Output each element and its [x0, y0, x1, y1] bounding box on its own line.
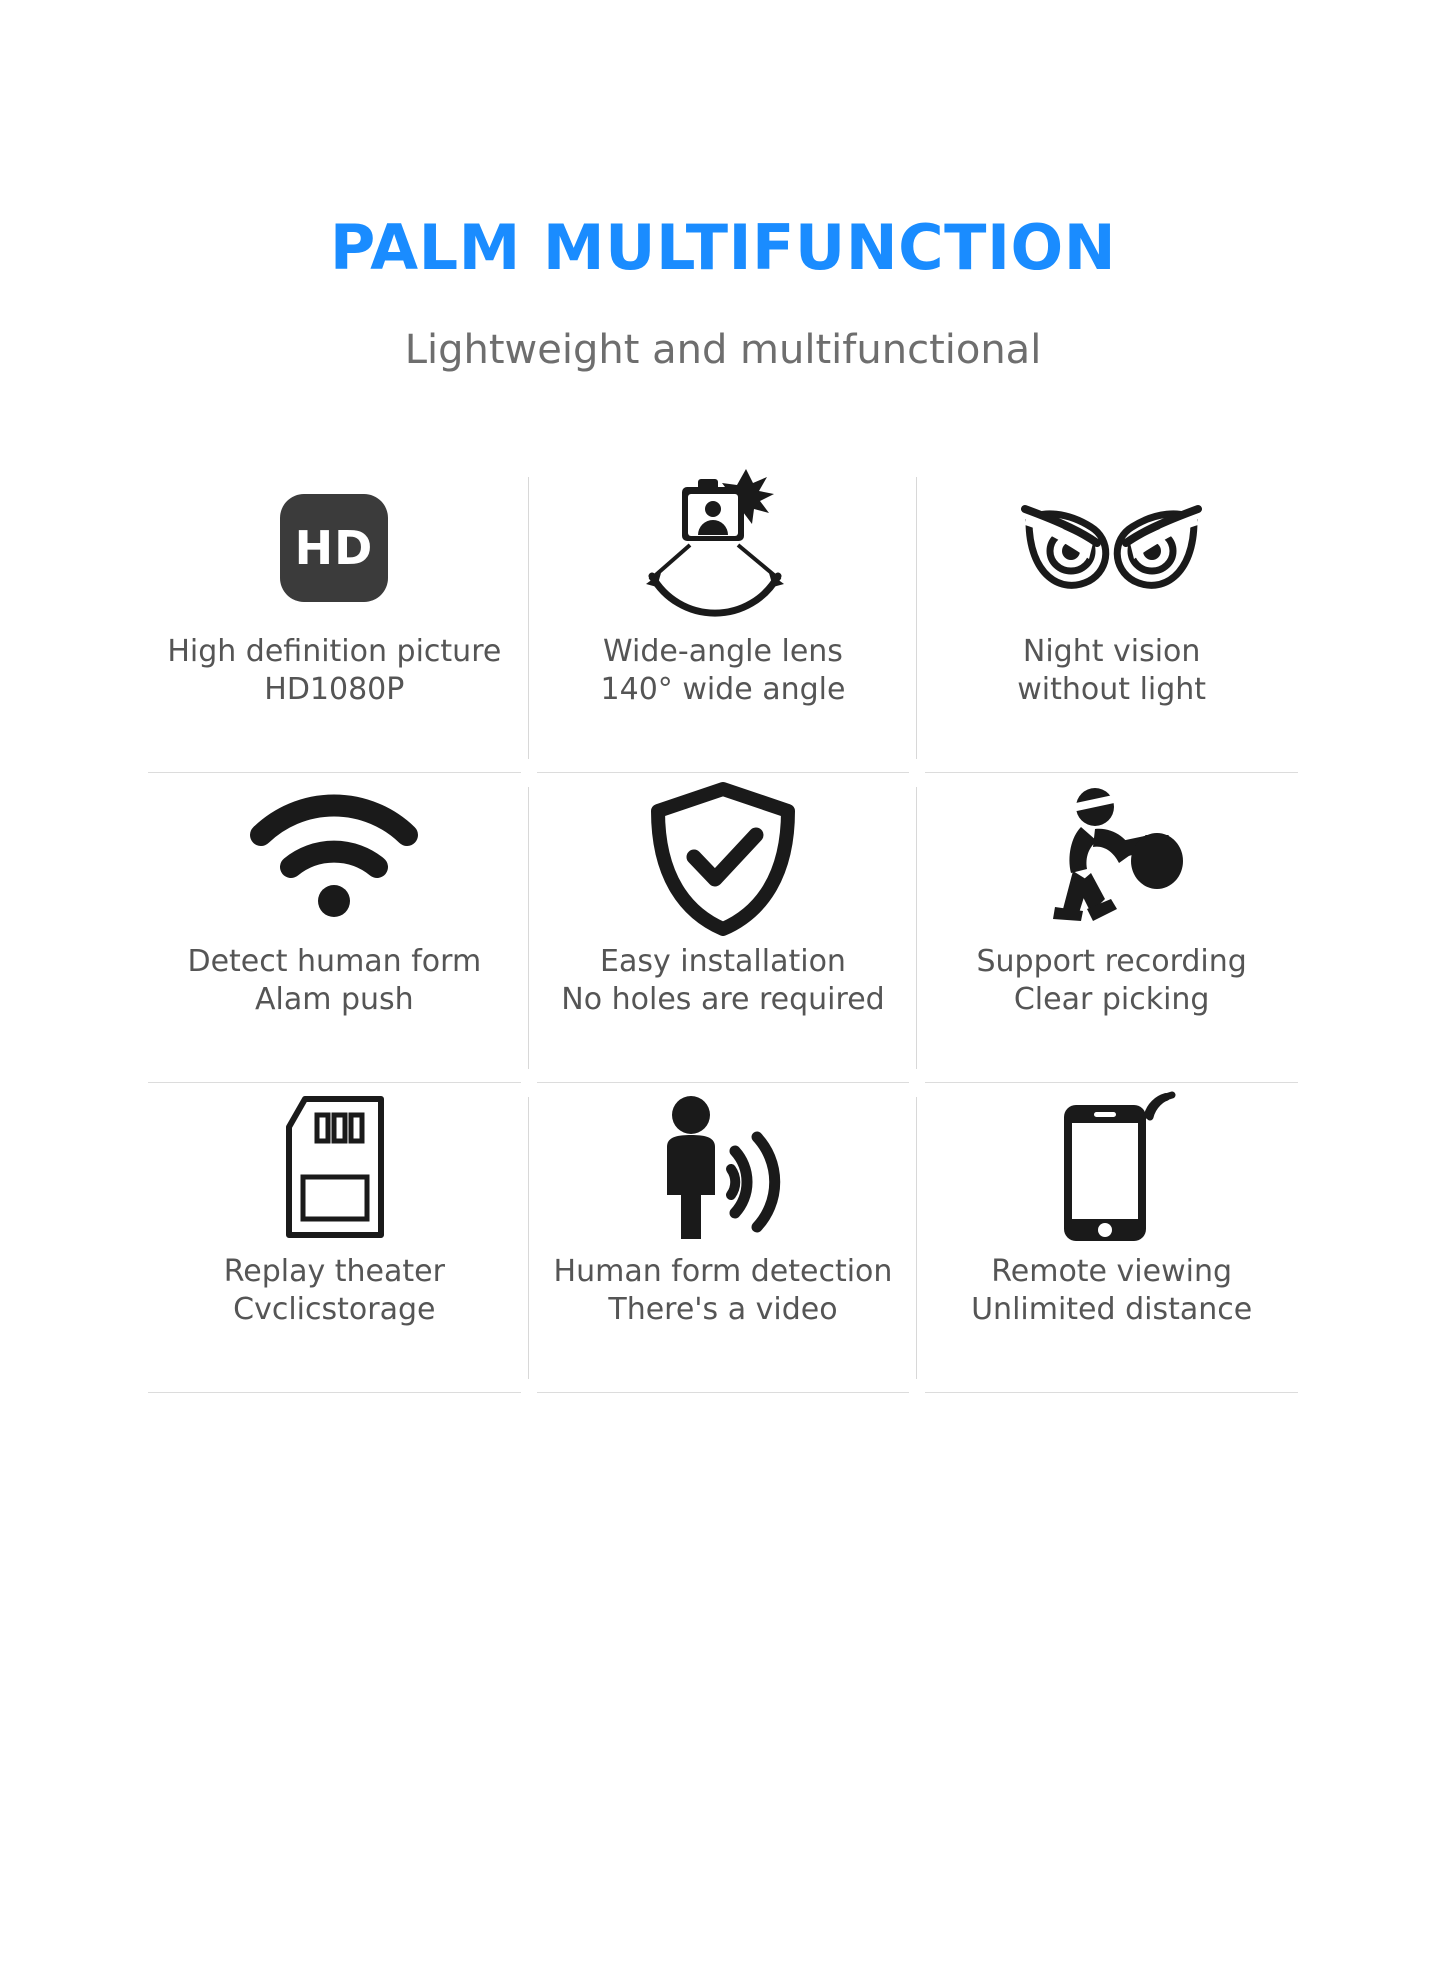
feature-item	[917, 773, 1306, 1083]
feature-line-1: Night vision	[1022, 634, 1201, 670]
feature-item	[529, 773, 918, 1083]
feature-line-1: Remote viewing	[991, 1254, 1233, 1290]
smartphone-signal-icon	[1042, 1083, 1182, 1253]
feature-line-1: Replay theater	[223, 1254, 445, 1290]
feature-caption	[554, 1253, 893, 1329]
feature-caption	[976, 943, 1246, 1019]
feature-line-1: Easy installation	[600, 944, 846, 980]
shield-check-icon	[648, 773, 798, 943]
feature-item	[140, 773, 529, 1083]
human-detection-icon	[643, 1083, 803, 1253]
wide-angle-camera-icon	[630, 463, 815, 633]
feature-line-1: Wide-angle lens	[603, 634, 843, 670]
feature-line-1: Detect human form	[187, 944, 482, 980]
feature-caption	[601, 633, 846, 709]
feature-line-2: HD1080P	[264, 672, 405, 708]
feature-grid	[140, 463, 1306, 1393]
wifi-icon	[249, 773, 419, 943]
feature-line-2: without light	[1017, 672, 1207, 708]
page-header	[140, 0, 1306, 373]
divider	[148, 1392, 521, 1393]
feature-item	[917, 463, 1306, 773]
sd-card-icon	[269, 1083, 399, 1253]
feature-line-2: No holes are required	[561, 982, 885, 1018]
feature-caption	[187, 943, 481, 1019]
divider	[925, 1392, 1298, 1393]
night-vision-eyes-icon	[1019, 463, 1204, 633]
thief-icon	[1037, 773, 1187, 943]
feature-line-1: High definition picture	[167, 634, 502, 670]
feature-line-2: Clear picking	[1013, 982, 1210, 1018]
feature-item	[140, 463, 529, 773]
page-title: PALM MULTIFUNCTION	[329, 211, 1117, 284]
feature-caption	[561, 943, 884, 1019]
feature-caption	[971, 1253, 1252, 1329]
feature-line-2: 140° wide angle	[600, 672, 846, 708]
page-subtitle: Lightweight and multifunctional	[404, 327, 1042, 374]
divider	[537, 1392, 910, 1393]
feature-item	[529, 463, 918, 773]
hd-badge-icon	[270, 463, 398, 633]
feature-line-2: Unlimited distance	[971, 1292, 1253, 1328]
feature-line-2: Alam push	[254, 982, 414, 1018]
feature-caption	[1017, 633, 1206, 709]
feature-line-1: Support recording	[976, 944, 1247, 980]
feature-caption	[224, 1253, 445, 1329]
feature-item	[917, 1083, 1306, 1393]
feature-line-2: Cvclicstorage	[233, 1292, 436, 1328]
feature-item	[529, 1083, 918, 1393]
feature-line-1: Human form detection	[553, 1254, 893, 1290]
feature-line-2: There's a video	[608, 1292, 838, 1328]
feature-caption	[167, 633, 501, 709]
feature-item	[140, 1083, 529, 1393]
svg-text:HD: HD	[294, 521, 374, 576]
